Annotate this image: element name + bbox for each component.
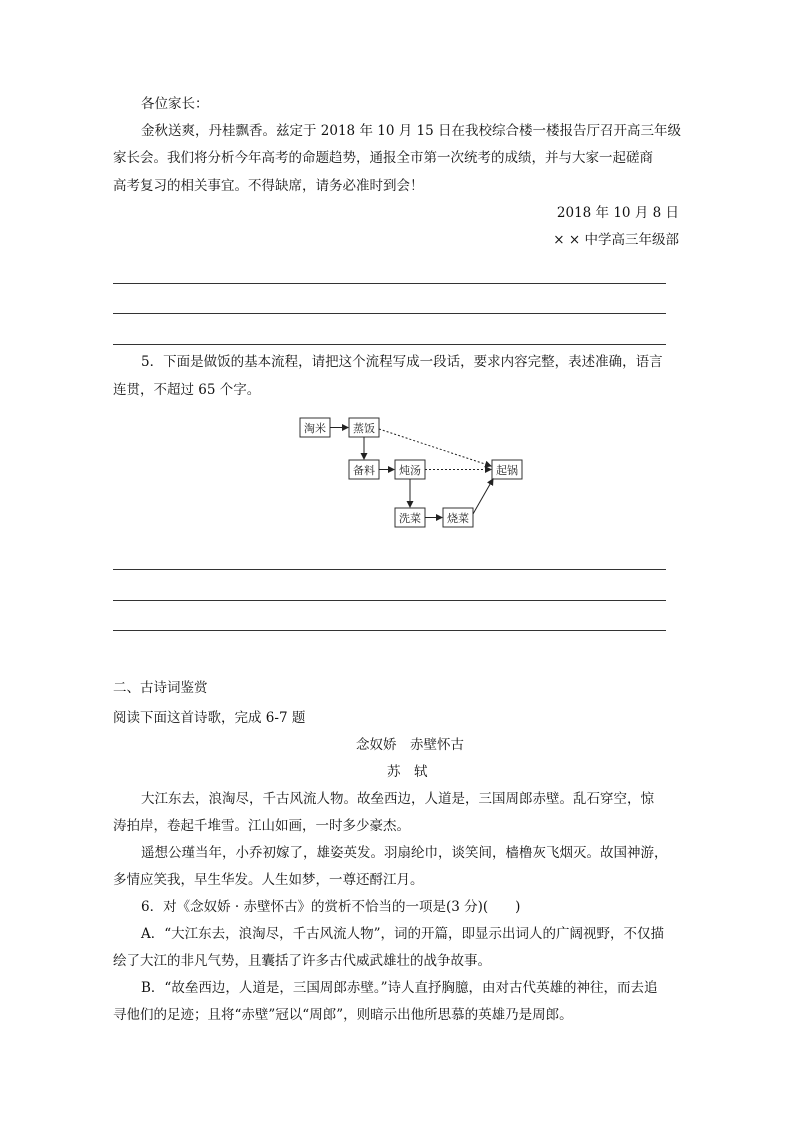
flow-label-beiliao: 备料 [353,464,375,477]
flow-arrow [473,479,493,514]
flow-label-qiguo: 起锅 [496,464,518,477]
answer-line [113,344,666,345]
answer-line [113,630,666,631]
flow-box-xicai [395,508,425,527]
answer-line [113,313,666,314]
notice-date: 2018 年 10 月 8 日 [556,205,679,221]
flow-label-xicai: 洗菜 [399,512,421,525]
section-instruction: 阅读下面这首诗歌，完成 6-7 题 [113,710,306,726]
flow-box-beiliao [349,460,379,479]
poem-line: 多情应笑我，早生华发。人生如梦，一尊还酹江月。 [113,872,424,888]
flow-box-taomi [300,418,330,437]
question-5-line: 连贯，不超过 65 个字。 [113,382,261,398]
option-a-line: A．“大江东去，浪淘尽，千古风流人物”，词的开篇，即显示出词人的广阔视野，不仅描 [141,926,665,942]
flow-box-shaocai [443,508,473,527]
section-heading: 二、古诗词鉴赏 [113,680,208,696]
flow-label-zhengfan: 蒸饭 [353,422,375,435]
notice-body-line: 高考复习的相关事宜。不得缺席，请务必准时到会！ [113,178,424,194]
option-b-line: B．“故垒西边，人道是，三国周郎赤壁。”诗人直抒胸臆，由对古代英雄的神往，而去追 [141,980,658,996]
flow-box-duntang [395,460,425,479]
poem-line: 大江东去，浪淘尽，千古风流人物。故垒西边，人道是，三国周郎赤壁。乱石穿空，惊 [141,791,654,807]
flow-box-qiguo [492,460,522,479]
flow-label-shaocai: 烧菜 [447,512,469,525]
poem-line: 遥想公瑾当年，小乔初嫁了，雄姿英发。羽扇纶巾，谈笑间，樯橹灰飞烟灭。故国神游， [141,845,668,861]
flow-label-taomi: 淘米 [304,422,326,435]
notice-body-line: 金秋送爽，丹桂飘香。兹定于 2018 年 10 月 15 日在我校综合楼一楼报告厅召开高三年级 [141,123,681,139]
option-b-line: 寻他们的足迹；且将“赤壁”冠以“周郎”，则暗示出他所思慕的英雄乃是周郎。 [113,1007,573,1023]
poem-title: 念奴娇 赤壁怀古 [356,737,464,753]
question-6: 6．对《念奴娇 · 赤壁怀古》的赏析不恰当的一项是(3 分)( ) [141,899,521,915]
cooking-flowchart [290,404,540,538]
flow-box-zhengfan [349,418,379,437]
poem-author: 苏 轼 [387,764,428,780]
answer-line [113,283,666,284]
poem-line: 涛拍岸，卷起千堆雪。江山如画，一时多少豪杰。 [113,818,410,834]
notice-body-line: 家长会。我们将分析今年高考的命题趋势，通报全市第一次统考的成绩，并与大家一起磋商 [113,150,653,166]
option-a-line: 绘了大江的非凡气势，且囊括了许多古代威武雄壮的战争故事。 [113,953,491,969]
notice-signature: × × 中学高三年级部 [553,232,679,248]
answer-line [113,600,666,601]
answer-line [113,569,666,570]
question-5-line: 5．下面是做饭的基本流程，请把这个流程写成一段话，要求内容完整，表述准确，语言 [141,354,663,370]
flow-label-duntang: 炖汤 [399,464,421,477]
salutation: 各位家长： [141,96,209,112]
